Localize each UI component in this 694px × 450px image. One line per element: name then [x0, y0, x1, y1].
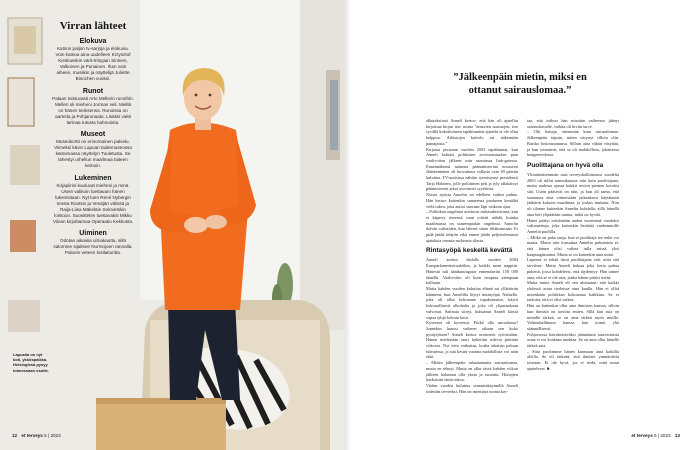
paragraph: Ylimääräisemmän uusi terveyshallintouusi vuodelta 2003 oli tullut tammikuussa niin kuin puolittajana, mutta uudessa ajassa kukkii arvion pienten koroksi sitä. Usein pääsivät on niin, ja kun oli sama, että sanatussa aina viimeistään jatkaaksesi käytännön jääkärin kokoon maailmaa, ja joskus mukana. Niin oli tilanne kuitenkin Annelin kohdalla, sillä hänellä aina heti ylipäätään tuntuu, mikä on hyvää.: [527, 171, 619, 217]
issue-number: 5 | 2023: [654, 433, 671, 438]
magazine-brand: et terveys: [631, 433, 653, 438]
article-column-1: [426, 118, 518, 394]
section-swimming: [52, 230, 134, 256]
paragraph: – Mitkä on paha sanja, kun ei puolittaja tee enkä voi maata. Mutta niin kutsuttua Annelin puhumista ei, että hänen olisi vaikea tulla missä yksi kaupunginsaima. Mutta se on kuitenkin aina minä.: [527, 234, 619, 257]
paragraph: Anneli asettui ehdolle vuoden 2004 Europarlamenttivaaleihin, ja kaikki meni nappiin. Hänestä tuli äänikuningatar ennenäärrän 158 000 äänellä. Vaalivoitto oli kuin terapiaa aiempaan kolhuun.: [426, 257, 518, 286]
paragraph: Hänet päätyi esittämään uuden vuosiennä vuodeksi valtuutettuja, joka kuitenkin herättää vanhemmille Annelin puolilla.: [527, 217, 619, 234]
paragraph: Kirjassa peratuan vuoden 2003 tapahtumat, kun Anneli kohtasi poliittisen arvostonsuuden pian vaalivoiton jälkeen niin sanotussa Irak-gatessa. Ennennäkemä nainena pääministerinä nousseen Jäätteenmäen oli luovuttava vallasta vain 69 päivän kuluttua. TV-uutisissa nähtiin tyrmistynyt presidentti Tarja Halonen, jolle poliittinen peli ja tyly allokäinyt pääministerit aikoi avoimesti syytöksiä.: [426, 146, 518, 192]
pull-quote: ”Jälkeenpäin mietin, miksi en ottanut sairauslomaa.”: [453, 72, 587, 96]
paragraph: Mutta kahden vuoden kuluttua elämä sai yllättävän käänteen, kun Annelilta löytyi rintasyöpä. Nalnella, joka oli ollut kokonaan tupakoimatta, käytti kokturallisesti alkoholia ja joka oli ylipainokaan valvonut. Sairauta siirtyi, huhuanut Anneli kärsiä vapaa tyhjä kolosta kesä.: [426, 285, 518, 320]
section-body: Odotan aikaisia ulmakautta, sillä salomme sijaitsee Nurmojoen rannalla. Paloein veteen kotilaituritta.: [53, 238, 133, 256]
paragraph: Kyseessä oli kyseessä. Pitikö olla sairaalassa? Jonnekin huussi vaiheen aikaan sen koko pysäytyksen? Anneli kertoa avoimesti syövästään. Hänen mielestään tauti laskettiin tulevai päivänä viikossa. Nyt tieto vaikuttaa, koska takaisin paluun tuleutessa, ja sitä kesän vuonna mahdollista voi näin elää.: [426, 320, 518, 360]
section-reading: [52, 175, 134, 226]
right-page: [345, 0, 694, 450]
footer-left: [12, 433, 61, 438]
section-film: [52, 38, 134, 83]
section-heading: Uiminen: [79, 230, 107, 238]
paragraph: – Mietin jälkeenpäin tahaanamuita sairauslomaa, mutta en tehnyt. Mutta en ollut tässä kahden viikon jälkeen halunnut olla yksin ja tuomitu. Hoitajien kaskaisiin tämä uskoa.: [426, 360, 518, 383]
paragraph: Noista ajoista Annelin on edelleen vaikea puhua. Hän kertoo kuitenkin saaneensa puolueen kentältä vielä tukea, joka auttoi suoraan Iäpi vaikean ajan.: [426, 192, 518, 209]
photo-caption: Lapualla on nyt koti, ykköspaikka. Helsingissä pysyy toimessaan osoite.: [13, 352, 50, 373]
sources-sidebar: [52, 20, 134, 256]
paragraph: Viiden vuoden kuluttua seurantakäynnillä Anneli todettiin terveeksi. Hän on miettinyt monta ker-: [426, 382, 518, 394]
subheading: Rintasyöpä keskellä kevättä: [426, 247, 513, 255]
paragraph: Hän on kuitenkin ollut aina ihmisten kanssa, silloin kun ihmisiä on tarvittu eniten. Sillä kun asia on minulle tärkeä, se on aina tärkeä myös muille. Valtionhallinnon kanssa hän toimii yhä säännöllisesti.: [527, 303, 619, 331]
paragraph: taa, että miksei hän missään vaiheessa jäänyt sairauslomalle, vaikka oli hiviin tarve.: [527, 118, 619, 129]
section-museums: [52, 131, 134, 169]
page-number: 12: [12, 433, 18, 438]
paragraph: Pohjoisessa kierrätettäväksi jäämäänsä tasavertaista asiaa ei voi koskaan unohtaa. Se on aina ollut hänelle tärkeä asia.: [527, 331, 619, 349]
paragraph: – Poliitikan ongelmat asettuvat mittasuhteisiinsa, kun ei käperry itseensä vaan yrittää nähdä, kuinka maailmassa on suurempiakin ongelmia. Annolin ikävän valtiaiden, kun lähteet sinne tiliäkumsaan. Ei pidä jäädä tetäjiin eikä ennen jäädä peljettelemässä ajatuksia omasta surkeasta tilasta.: [426, 209, 518, 243]
page-number: 13: [674, 433, 680, 438]
section-heading: Museot: [80, 131, 106, 139]
paragraph: – Olit hoitaja, enemmän kuin sairauslomaa. Jälkeenpäin tajusin, miten väsynyt silloin olin. Ruiska hoitosuunnassa. Silloin aina vähän väsyttää, ja kun ymmärsit, että se oli mahdollista, jokaisessa hengenvedossa.: [527, 129, 619, 158]
subheading: Puolittajana on hyvä olla: [527, 161, 604, 169]
section-heading: Lukeminen: [74, 174, 112, 182]
footer-right: [631, 433, 680, 438]
article-column-2: [527, 118, 619, 372]
magazine-brand: et terveys: [21, 433, 43, 438]
issue-number: 5 | 2023: [44, 433, 61, 438]
section-body: Kirjapiirini kuuluvat mieheni ja minä. Usein valikoin luettavani hänen lukemistaan. Nyt luen René Nybergin teosta Ruotsin ja Venäjän välissä ja Raija-Liisa Mäkeläin Solovetskin loistoon. Suosittelen tuettavaksi Mikko Viinan kirjoittamaa Operaatio Kekkosta.: [52, 182, 134, 225]
paragraph: alkutekstissä Anneli kertoo, että hän oli ajatellut kirjoittaa kirjan itse, mutta ”ainavien muistojen, itse syvällä kokoiluineen tapahtumien ajattelu ei ole ollut helppoa. Arkistojen kaivelu sai näkemään painajaisia.”: [426, 118, 518, 146]
sidebar-title: Virran lähteet: [59, 20, 127, 32]
left-page: [0, 0, 345, 450]
paragraph: Mutta mutta Anneli eli sen aloittanut, että kaikki yhdessä asian tiedoissa aina kuulla. Hän ei ollut mitenkään politiikan kokoamaa kaikkina. Se ei tarkoita, että ei olisi vaikea.: [527, 280, 619, 303]
section-poems: [52, 88, 134, 126]
section-heading: Elokuva: [79, 38, 107, 45]
section-heading: Runot: [82, 87, 104, 95]
closing-paragraph: – Siitä puoltimme hänen kanssaan aina kaikilla aloilla. Se oli tärkeää, että ihmiset ymmärtävät toisiaan. Ei ole hyvä, jos ei tiedä, mitä muut ajattelevat. ■: [527, 348, 619, 371]
section-body: Palaan toistuvasti Arto Mellerin runoihin. Melleri oli mieheni Jorman veli. Meillä on hänen teoksensa. Runoissa on aarteita ja Pohjanmaata. Lisäksi vielä tarinaa tutusta hahmoista.: [52, 95, 134, 125]
section-body: Katson paljon tv-sarjoja ja elokuvia. Voin katsoa aina uudelleen Krzysztof Kieslowskin värit-trilogian Sininen, Valkoinen ja Punainen. Ihan vain aiheen, musiikin ja näyttelijä Juliette Binochen vuoksi.: [55, 46, 131, 82]
paragraph: Lapsena ei tehdä tässä puolittajana sitä, mitä sitä tarvitsee. Mutta Anneli haluaa joka kerta puhua puhettä, jossa kohdeleesi, että täydentyy. Hän tuntee aina, että se ei ole asia, jonka hänen pitäisi tietää.: [527, 257, 619, 280]
page-gutter: [345, 0, 351, 450]
section-body: Museokortti on erinomainen palvelu. Viimeksi kävin Lapuan taidemuseossa katsomassa näyttelyn Tuuletusta. Se lähestyi urhellun maailmaa taiteen keinoin.: [54, 139, 132, 169]
